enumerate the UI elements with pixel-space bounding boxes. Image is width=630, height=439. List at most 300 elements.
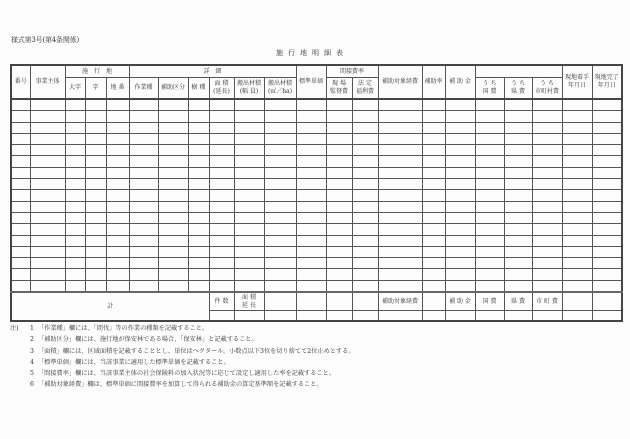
- table-cell[interactable]: [158, 246, 188, 257]
- table-cell[interactable]: [85, 99, 106, 111]
- table-cell[interactable]: [532, 156, 562, 167]
- table-cell[interactable]: [475, 201, 504, 212]
- table-cell[interactable]: [209, 258, 234, 269]
- table-cell[interactable]: [296, 246, 326, 257]
- table-cell[interactable]: [188, 258, 209, 269]
- table-cell[interactable]: [562, 156, 592, 167]
- table-cell[interactable]: [65, 201, 85, 212]
- table-cell[interactable]: [445, 235, 475, 246]
- table-cell[interactable]: [129, 99, 158, 111]
- table-cell[interactable]: [106, 201, 129, 212]
- table-cell[interactable]: [352, 111, 378, 122]
- table-cell[interactable]: [296, 167, 326, 178]
- table-cell[interactable]: [422, 246, 445, 257]
- table-cell[interactable]: [504, 111, 532, 122]
- table-cell[interactable]: [30, 269, 65, 280]
- table-cell[interactable]: [504, 258, 532, 269]
- table-cell[interactable]: [532, 179, 562, 190]
- table-cell[interactable]: [65, 212, 85, 223]
- table-cell[interactable]: [11, 156, 30, 167]
- table-cell[interactable]: [209, 111, 234, 122]
- table-cell[interactable]: [352, 145, 378, 156]
- table-cell[interactable]: [378, 224, 422, 235]
- table-cell[interactable]: [475, 167, 504, 178]
- table-cell[interactable]: [65, 246, 85, 257]
- table-cell[interactable]: [326, 156, 352, 167]
- table-cell[interactable]: [209, 179, 234, 190]
- table-cell[interactable]: [296, 258, 326, 269]
- table-cell[interactable]: [378, 122, 422, 133]
- table-cell[interactable]: [592, 133, 622, 144]
- table-cell[interactable]: [11, 258, 30, 269]
- table-cell[interactable]: [352, 224, 378, 235]
- table-cell[interactable]: [422, 201, 445, 212]
- total-municipal-value[interactable]: [532, 311, 562, 322]
- table-cell[interactable]: [422, 167, 445, 178]
- table-cell[interactable]: [422, 269, 445, 280]
- table-cell[interactable]: [475, 111, 504, 122]
- table-cell[interactable]: [562, 99, 592, 111]
- table-cell[interactable]: [234, 122, 264, 133]
- table-cell[interactable]: [296, 179, 326, 190]
- table-cell[interactable]: [532, 111, 562, 122]
- table-cell[interactable]: [106, 224, 129, 235]
- table-cell[interactable]: [264, 99, 296, 111]
- table-cell[interactable]: [209, 269, 234, 280]
- table-cell[interactable]: [234, 167, 264, 178]
- table-cell[interactable]: [475, 269, 504, 280]
- table-cell[interactable]: [129, 201, 158, 212]
- table-cell[interactable]: [592, 258, 622, 269]
- table-cell[interactable]: [562, 122, 592, 133]
- table-cell[interactable]: [422, 156, 445, 167]
- table-cell[interactable]: [326, 111, 352, 122]
- table-cell[interactable]: [85, 224, 106, 235]
- table-cell[interactable]: [326, 190, 352, 201]
- table-cell[interactable]: [378, 133, 422, 144]
- table-cell[interactable]: [264, 122, 296, 133]
- table-cell[interactable]: [562, 224, 592, 235]
- table-cell[interactable]: [445, 212, 475, 223]
- table-cell[interactable]: [422, 122, 445, 133]
- table-cell[interactable]: [504, 156, 532, 167]
- table-cell[interactable]: [106, 280, 129, 292]
- total-cell[interactable]: [352, 311, 378, 322]
- table-cell[interactable]: [445, 258, 475, 269]
- table-cell[interactable]: [264, 179, 296, 190]
- table-cell[interactable]: [234, 99, 264, 111]
- table-cell[interactable]: [378, 190, 422, 201]
- table-cell[interactable]: [65, 122, 85, 133]
- table-cell[interactable]: [85, 156, 106, 167]
- table-cell[interactable]: [378, 145, 422, 156]
- table-cell[interactable]: [209, 280, 234, 292]
- table-cell[interactable]: [85, 269, 106, 280]
- table-cell[interactable]: [296, 145, 326, 156]
- table-cell[interactable]: [129, 133, 158, 144]
- table-cell[interactable]: [592, 224, 622, 235]
- table-cell[interactable]: [188, 122, 209, 133]
- table-cell[interactable]: [106, 246, 129, 257]
- total-eligible-cost-value[interactable]: [378, 311, 422, 322]
- table-cell[interactable]: [264, 269, 296, 280]
- table-cell[interactable]: [475, 235, 504, 246]
- table-cell[interactable]: [378, 201, 422, 212]
- table-cell[interactable]: [562, 246, 592, 257]
- table-cell[interactable]: [188, 269, 209, 280]
- table-cell[interactable]: [85, 258, 106, 269]
- table-cell[interactable]: [264, 145, 296, 156]
- table-cell[interactable]: [11, 212, 30, 223]
- table-cell[interactable]: [562, 280, 592, 292]
- table-cell[interactable]: [445, 201, 475, 212]
- total-cell[interactable]: [296, 311, 326, 322]
- table-cell[interactable]: [422, 280, 445, 292]
- table-cell[interactable]: [378, 246, 422, 257]
- table-cell[interactable]: [475, 122, 504, 133]
- table-cell[interactable]: [264, 212, 296, 223]
- table-cell[interactable]: [11, 246, 30, 257]
- table-cell[interactable]: [106, 235, 129, 246]
- table-cell[interactable]: [129, 246, 158, 257]
- table-cell[interactable]: [158, 156, 188, 167]
- table-cell[interactable]: [106, 111, 129, 122]
- table-cell[interactable]: [30, 156, 65, 167]
- total-cell[interactable]: [264, 292, 296, 311]
- table-cell[interactable]: [188, 111, 209, 122]
- table-cell[interactable]: [504, 190, 532, 201]
- table-cell[interactable]: [445, 167, 475, 178]
- table-cell[interactable]: [422, 212, 445, 223]
- table-cell[interactable]: [106, 212, 129, 223]
- table-cell[interactable]: [106, 258, 129, 269]
- table-cell[interactable]: [532, 122, 562, 133]
- table-cell[interactable]: [30, 145, 65, 156]
- table-cell[interactable]: [562, 201, 592, 212]
- table-cell[interactable]: [11, 133, 30, 144]
- table-cell[interactable]: [209, 99, 234, 111]
- table-cell[interactable]: [445, 246, 475, 257]
- table-cell[interactable]: [11, 280, 30, 292]
- table-cell[interactable]: [30, 246, 65, 257]
- table-cell[interactable]: [106, 179, 129, 190]
- table-cell[interactable]: [378, 156, 422, 167]
- table-cell[interactable]: [352, 156, 378, 167]
- table-cell[interactable]: [592, 145, 622, 156]
- table-cell[interactable]: [234, 190, 264, 201]
- table-cell[interactable]: [326, 235, 352, 246]
- table-cell[interactable]: [296, 269, 326, 280]
- table-cell[interactable]: [326, 167, 352, 178]
- table-cell[interactable]: [352, 269, 378, 280]
- total-subsidy-value[interactable]: [445, 311, 475, 322]
- table-cell[interactable]: [85, 235, 106, 246]
- table-cell[interactable]: [30, 167, 65, 178]
- table-cell[interactable]: [106, 167, 129, 178]
- table-cell[interactable]: [352, 179, 378, 190]
- table-cell[interactable]: [326, 122, 352, 133]
- table-cell[interactable]: [504, 201, 532, 212]
- table-cell[interactable]: [106, 122, 129, 133]
- table-cell[interactable]: [532, 235, 562, 246]
- table-cell[interactable]: [85, 280, 106, 292]
- table-cell[interactable]: [475, 246, 504, 257]
- table-cell[interactable]: [234, 258, 264, 269]
- table-cell[interactable]: [296, 280, 326, 292]
- table-cell[interactable]: [445, 122, 475, 133]
- table-cell[interactable]: [209, 224, 234, 235]
- table-cell[interactable]: [158, 190, 188, 201]
- table-cell[interactable]: [532, 201, 562, 212]
- table-cell[interactable]: [296, 201, 326, 212]
- table-cell[interactable]: [504, 269, 532, 280]
- table-cell[interactable]: [158, 258, 188, 269]
- table-cell[interactable]: [532, 145, 562, 156]
- total-cell[interactable]: [296, 292, 326, 311]
- table-cell[interactable]: [106, 269, 129, 280]
- table-cell[interactable]: [188, 179, 209, 190]
- table-cell[interactable]: [30, 99, 65, 111]
- table-cell[interactable]: [209, 133, 234, 144]
- table-cell[interactable]: [129, 111, 158, 122]
- total-count-value[interactable]: [209, 311, 234, 322]
- total-cell[interactable]: [326, 311, 352, 322]
- table-cell[interactable]: [422, 133, 445, 144]
- table-cell[interactable]: [129, 167, 158, 178]
- total-cell[interactable]: [422, 292, 445, 311]
- table-cell[interactable]: [352, 133, 378, 144]
- table-cell[interactable]: [445, 224, 475, 235]
- table-cell[interactable]: [65, 133, 85, 144]
- table-cell[interactable]: [264, 258, 296, 269]
- table-cell[interactable]: [264, 224, 296, 235]
- table-cell[interactable]: [264, 167, 296, 178]
- table-cell[interactable]: [158, 122, 188, 133]
- table-cell[interactable]: [209, 235, 234, 246]
- table-cell[interactable]: [11, 224, 30, 235]
- total-prefecture-value[interactable]: [504, 311, 532, 322]
- table-cell[interactable]: [30, 212, 65, 223]
- table-cell[interactable]: [532, 258, 562, 269]
- table-cell[interactable]: [209, 122, 234, 133]
- table-cell[interactable]: [234, 179, 264, 190]
- table-cell[interactable]: [475, 156, 504, 167]
- table-cell[interactable]: [234, 269, 264, 280]
- table-cell[interactable]: [352, 258, 378, 269]
- table-cell[interactable]: [188, 235, 209, 246]
- table-cell[interactable]: [445, 133, 475, 144]
- table-cell[interactable]: [129, 145, 158, 156]
- table-cell[interactable]: [209, 201, 234, 212]
- table-cell[interactable]: [422, 258, 445, 269]
- total-cell[interactable]: [264, 311, 296, 322]
- table-cell[interactable]: [326, 258, 352, 269]
- table-cell[interactable]: [296, 156, 326, 167]
- table-cell[interactable]: [445, 280, 475, 292]
- table-cell[interactable]: [264, 190, 296, 201]
- table-cell[interactable]: [326, 99, 352, 111]
- table-cell[interactable]: [592, 269, 622, 280]
- table-cell[interactable]: [326, 145, 352, 156]
- table-cell[interactable]: [264, 201, 296, 212]
- table-cell[interactable]: [504, 246, 532, 257]
- table-cell[interactable]: [296, 122, 326, 133]
- table-cell[interactable]: [188, 246, 209, 257]
- table-cell[interactable]: [11, 145, 30, 156]
- table-cell[interactable]: [85, 133, 106, 144]
- table-cell[interactable]: [30, 235, 65, 246]
- table-cell[interactable]: [532, 246, 562, 257]
- table-cell[interactable]: [264, 156, 296, 167]
- table-cell[interactable]: [422, 145, 445, 156]
- table-cell[interactable]: [562, 258, 592, 269]
- table-cell[interactable]: [562, 235, 592, 246]
- table-cell[interactable]: [445, 156, 475, 167]
- table-cell[interactable]: [378, 212, 422, 223]
- table-cell[interactable]: [158, 280, 188, 292]
- total-cell[interactable]: [592, 292, 622, 311]
- table-cell[interactable]: [234, 156, 264, 167]
- table-cell[interactable]: [188, 145, 209, 156]
- table-cell[interactable]: [422, 99, 445, 111]
- table-cell[interactable]: [352, 201, 378, 212]
- table-cell[interactable]: [11, 269, 30, 280]
- table-cell[interactable]: [504, 224, 532, 235]
- table-cell[interactable]: [129, 258, 158, 269]
- table-cell[interactable]: [504, 235, 532, 246]
- table-cell[interactable]: [475, 224, 504, 235]
- table-cell[interactable]: [475, 212, 504, 223]
- table-cell[interactable]: [352, 280, 378, 292]
- table-cell[interactable]: [30, 224, 65, 235]
- table-cell[interactable]: [209, 167, 234, 178]
- table-cell[interactable]: [158, 212, 188, 223]
- table-cell[interactable]: [264, 280, 296, 292]
- table-cell[interactable]: [562, 145, 592, 156]
- table-cell[interactable]: [234, 145, 264, 156]
- table-cell[interactable]: [85, 122, 106, 133]
- table-cell[interactable]: [30, 179, 65, 190]
- table-cell[interactable]: [30, 111, 65, 122]
- table-cell[interactable]: [326, 224, 352, 235]
- table-cell[interactable]: [11, 111, 30, 122]
- table-cell[interactable]: [422, 224, 445, 235]
- table-cell[interactable]: [326, 246, 352, 257]
- table-cell[interactable]: [475, 258, 504, 269]
- table-cell[interactable]: [532, 224, 562, 235]
- table-cell[interactable]: [65, 280, 85, 292]
- table-cell[interactable]: [188, 99, 209, 111]
- table-cell[interactable]: [296, 224, 326, 235]
- table-cell[interactable]: [504, 133, 532, 144]
- table-cell[interactable]: [234, 280, 264, 292]
- table-cell[interactable]: [532, 190, 562, 201]
- table-cell[interactable]: [352, 235, 378, 246]
- total-cell[interactable]: [326, 292, 352, 311]
- table-cell[interactable]: [65, 258, 85, 269]
- table-cell[interactable]: [592, 122, 622, 133]
- table-cell[interactable]: [326, 133, 352, 144]
- table-cell[interactable]: [475, 179, 504, 190]
- table-cell[interactable]: [264, 133, 296, 144]
- table-cell[interactable]: [158, 224, 188, 235]
- table-cell[interactable]: [65, 190, 85, 201]
- table-cell[interactable]: [326, 269, 352, 280]
- table-cell[interactable]: [65, 224, 85, 235]
- table-cell[interactable]: [422, 235, 445, 246]
- table-cell[interactable]: [85, 145, 106, 156]
- table-cell[interactable]: [188, 280, 209, 292]
- table-cell[interactable]: [106, 190, 129, 201]
- table-cell[interactable]: [504, 167, 532, 178]
- table-cell[interactable]: [11, 99, 30, 111]
- table-cell[interactable]: [352, 122, 378, 133]
- table-cell[interactable]: [106, 145, 129, 156]
- table-cell[interactable]: [378, 280, 422, 292]
- table-cell[interactable]: [326, 179, 352, 190]
- table-cell[interactable]: [209, 212, 234, 223]
- table-cell[interactable]: [188, 201, 209, 212]
- table-cell[interactable]: [30, 258, 65, 269]
- table-cell[interactable]: [562, 111, 592, 122]
- table-cell[interactable]: [85, 167, 106, 178]
- table-cell[interactable]: [504, 99, 532, 111]
- table-cell[interactable]: [209, 145, 234, 156]
- table-cell[interactable]: [296, 190, 326, 201]
- table-cell[interactable]: [158, 111, 188, 122]
- table-cell[interactable]: [158, 235, 188, 246]
- table-cell[interactable]: [352, 190, 378, 201]
- table-cell[interactable]: [65, 111, 85, 122]
- table-cell[interactable]: [188, 133, 209, 144]
- total-cell[interactable]: [562, 292, 592, 311]
- table-cell[interactable]: [532, 167, 562, 178]
- table-cell[interactable]: [158, 133, 188, 144]
- table-cell[interactable]: [264, 246, 296, 257]
- table-cell[interactable]: [445, 111, 475, 122]
- table-cell[interactable]: [65, 179, 85, 190]
- table-cell[interactable]: [378, 111, 422, 122]
- table-cell[interactable]: [158, 145, 188, 156]
- table-cell[interactable]: [30, 122, 65, 133]
- table-cell[interactable]: [378, 167, 422, 178]
- table-cell[interactable]: [85, 190, 106, 201]
- table-cell[interactable]: [592, 190, 622, 201]
- table-cell[interactable]: [504, 212, 532, 223]
- table-cell[interactable]: [11, 201, 30, 212]
- table-cell[interactable]: [65, 269, 85, 280]
- table-cell[interactable]: [475, 145, 504, 156]
- table-cell[interactable]: [352, 167, 378, 178]
- table-cell[interactable]: [296, 111, 326, 122]
- table-cell[interactable]: [264, 111, 296, 122]
- table-cell[interactable]: [209, 190, 234, 201]
- table-cell[interactable]: [592, 167, 622, 178]
- table-cell[interactable]: [378, 179, 422, 190]
- table-cell[interactable]: [158, 201, 188, 212]
- table-cell[interactable]: [445, 190, 475, 201]
- table-cell[interactable]: [85, 179, 106, 190]
- table-cell[interactable]: [85, 212, 106, 223]
- table-cell[interactable]: [234, 212, 264, 223]
- table-cell[interactable]: [234, 111, 264, 122]
- table-cell[interactable]: [158, 167, 188, 178]
- table-cell[interactable]: [592, 179, 622, 190]
- table-cell[interactable]: [30, 280, 65, 292]
- table-cell[interactable]: [30, 201, 65, 212]
- table-cell[interactable]: [296, 212, 326, 223]
- table-cell[interactable]: [445, 179, 475, 190]
